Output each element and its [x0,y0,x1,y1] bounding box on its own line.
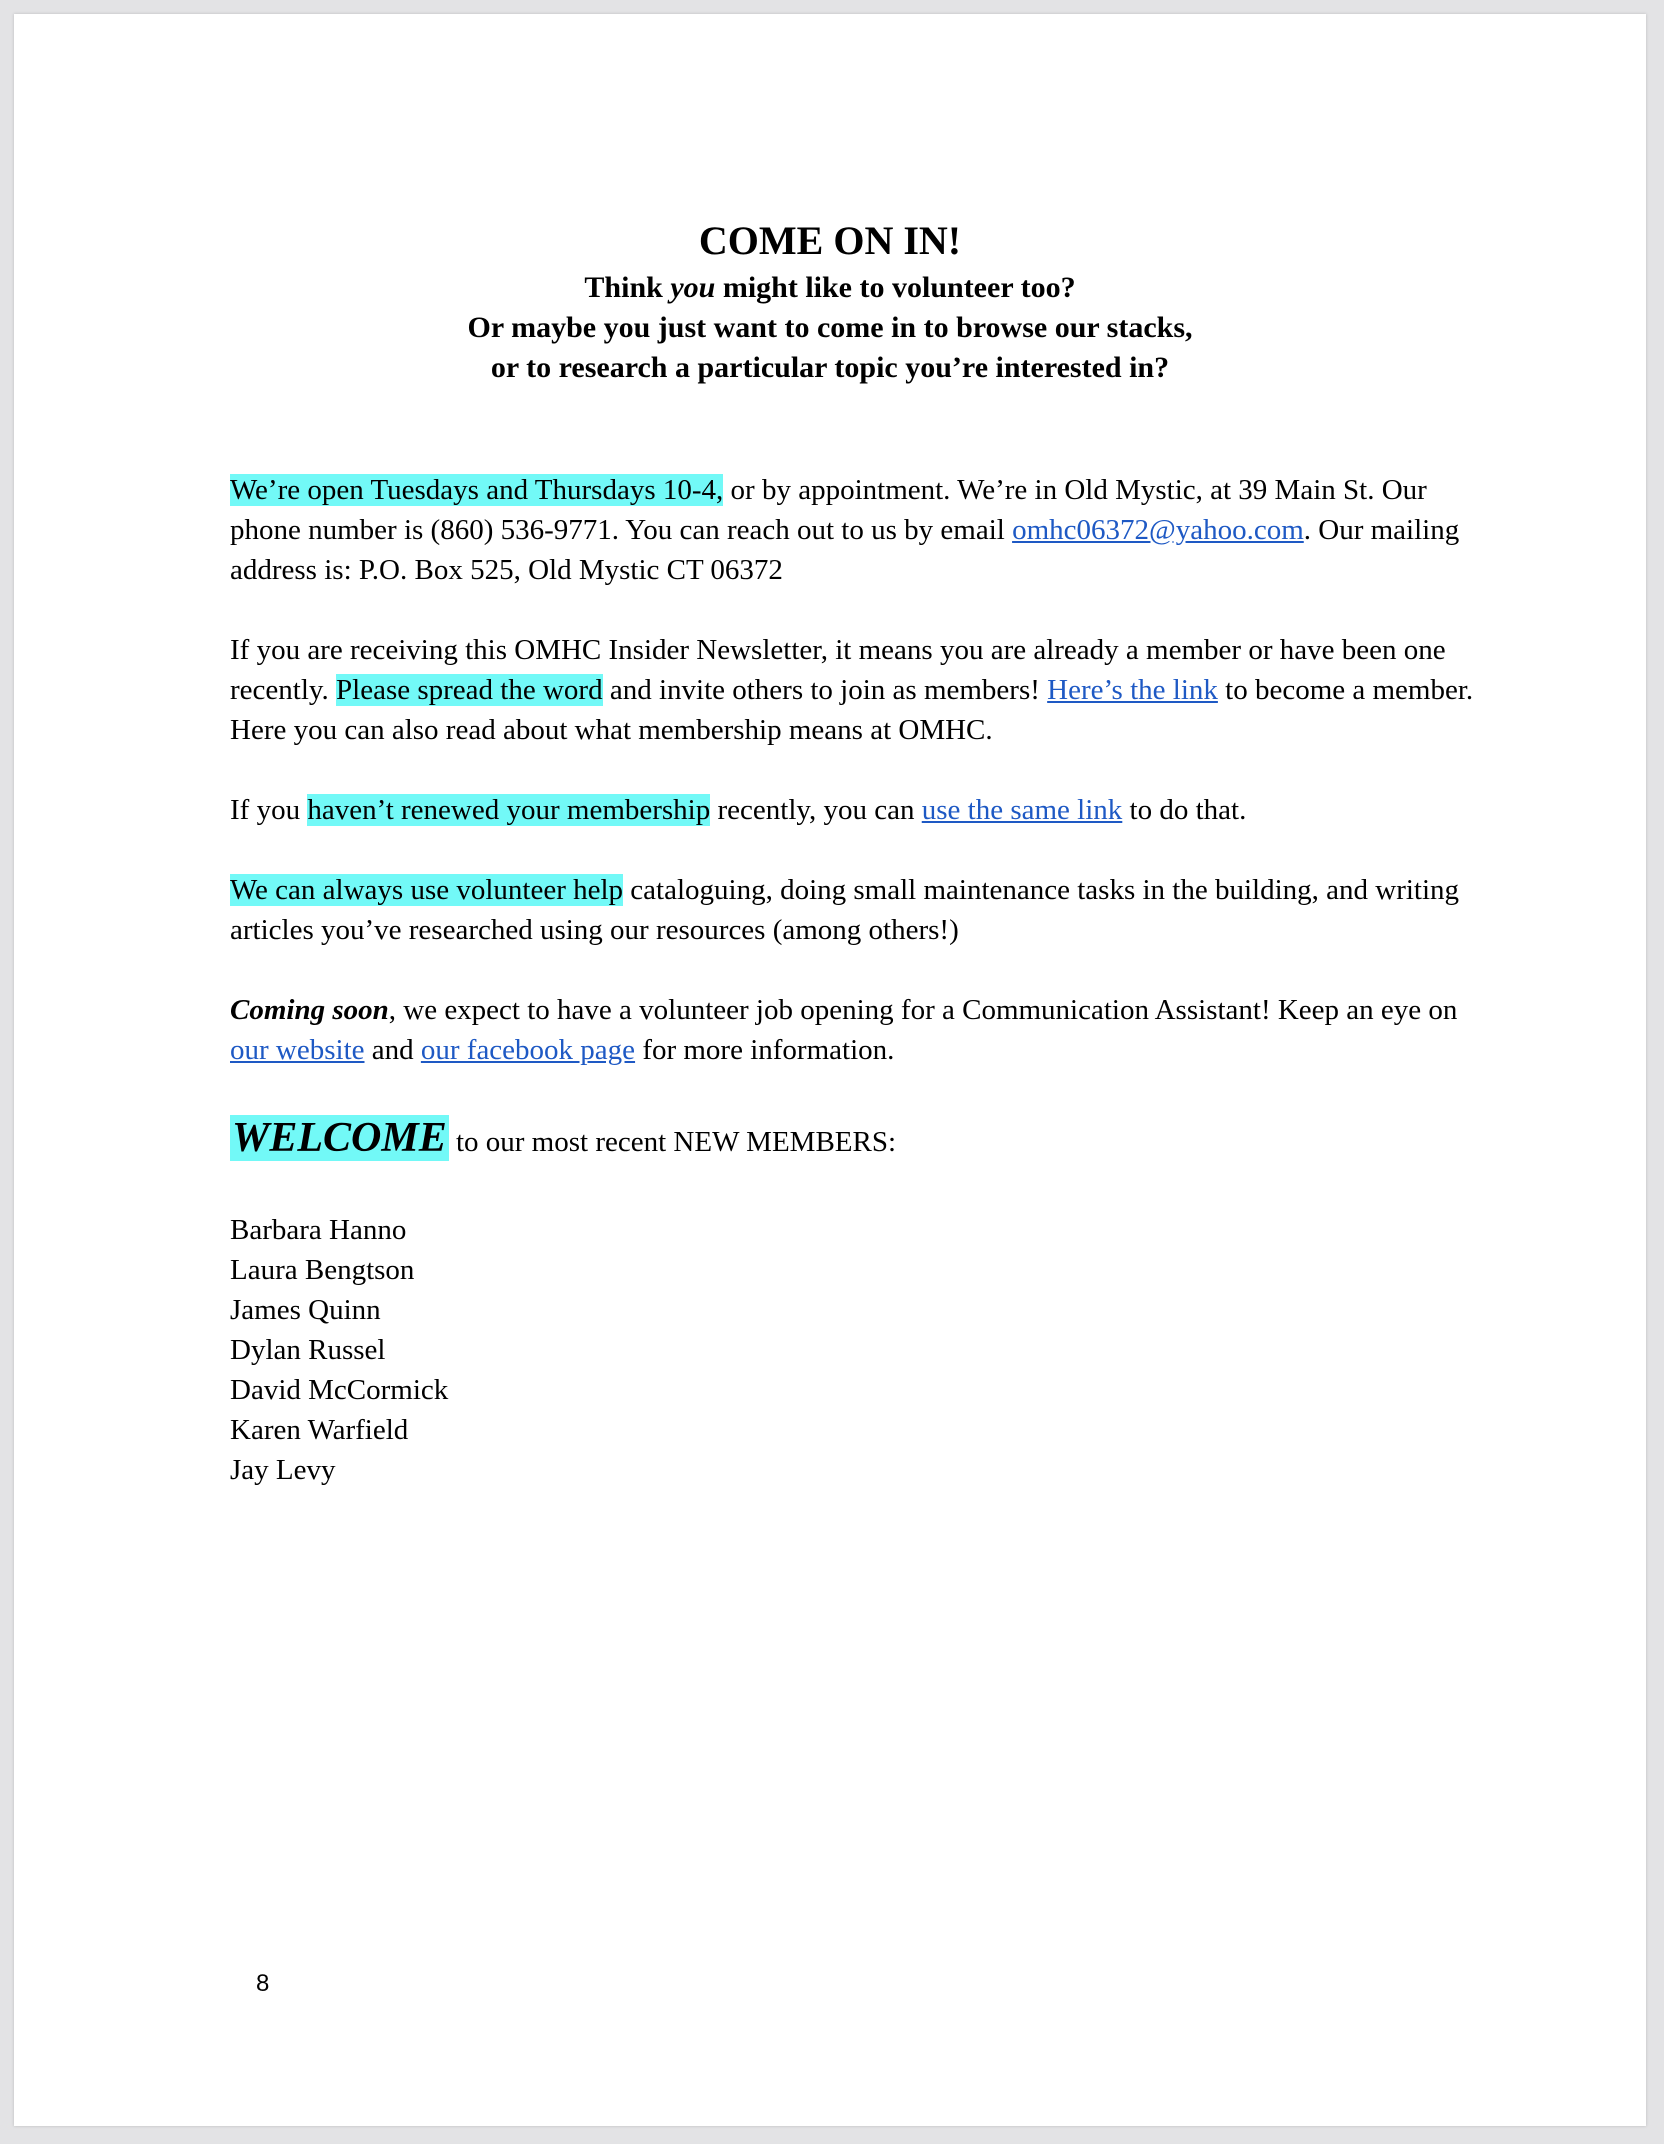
coming-soon-paragraph: Coming soon, we expect to have a volunteer job opening for a Communication Assistant! Keep an eye on our website and our facebook page for more information. [230,994,1458,1066]
page-number: 8 [256,1970,270,1997]
heading-block [14,214,1646,388]
renew-link[interactable]: use the same link [921,794,1123,826]
list-item: David McCormick [230,1374,449,1406]
email-link[interactable]: omhc06372@yahoo.com [1012,514,1304,546]
new-members-list [230,1210,1490,1490]
emphasis-you: you [670,271,716,304]
renew-paragraph: If you haven’t renewed your membership recently, you can use the same link to do that. [230,794,1247,826]
subtitle-line-2: Or maybe you just want to come in to browse our stacks, [467,311,1193,344]
list-item: James Quinn [230,1294,381,1326]
list-item: Dylan Russel [230,1334,386,1366]
welcome-line: WELCOME to our most recent NEW MEMBERS: [232,1115,897,1161]
document-page [14,14,1646,2126]
body-text [230,470,1490,1490]
volunteer-highlight: We can always use volunteer help [230,874,624,906]
welcome-heading: WELCOME [232,1115,447,1161]
membership-paragraph: If you are receiving this OMHC Insider Newsletter, it means you are already a member or have been one recently. Please spread the word and invite others to join as members! Here’s the link to become a member. Here you can also read about what membership means at OMHC. [230,634,1474,746]
volunteer-paragraph: We can always use volunteer help cataloguing, doing small maintenance tasks in the building, and writing articles you’ve researched using our resources (among others!) [230,874,1460,946]
subtitle-line-1: Think you might like to volunteer too? [584,271,1076,304]
list-item: Karen Warfield [230,1414,409,1446]
spread-word-highlight: Please spread the word [336,674,603,706]
website-link[interactable]: our website [230,1034,365,1066]
subtitle-line-3: or to research a particular topic you’re interested in? [490,351,1170,384]
list-item: Laura Bengtson [230,1254,415,1286]
page-title: COME ON IN! [698,218,962,263]
coming-soon-label: Coming soon [230,994,389,1026]
hours-highlight: We’re open Tuesdays and Thursdays 10-4, [230,474,724,506]
membership-link[interactable]: Here’s the link [1047,674,1218,706]
renew-highlight: haven’t renewed your membership [307,794,711,826]
list-item: Barbara Hanno [230,1214,407,1246]
list-item: Jay Levy [230,1454,336,1486]
hours-paragraph: We’re open Tuesdays and Thursdays 10-4, or by appointment. We’re in Old Mystic, at 39 Main St. Our phone number is (860) 536-9771. You can reach out to us by email omhc06372@yahoo.com. Our mailing address is: P.O. Box 525, Old Mystic CT 06372 [230,474,1460,586]
facebook-link[interactable]: our facebook page [420,1034,636,1066]
